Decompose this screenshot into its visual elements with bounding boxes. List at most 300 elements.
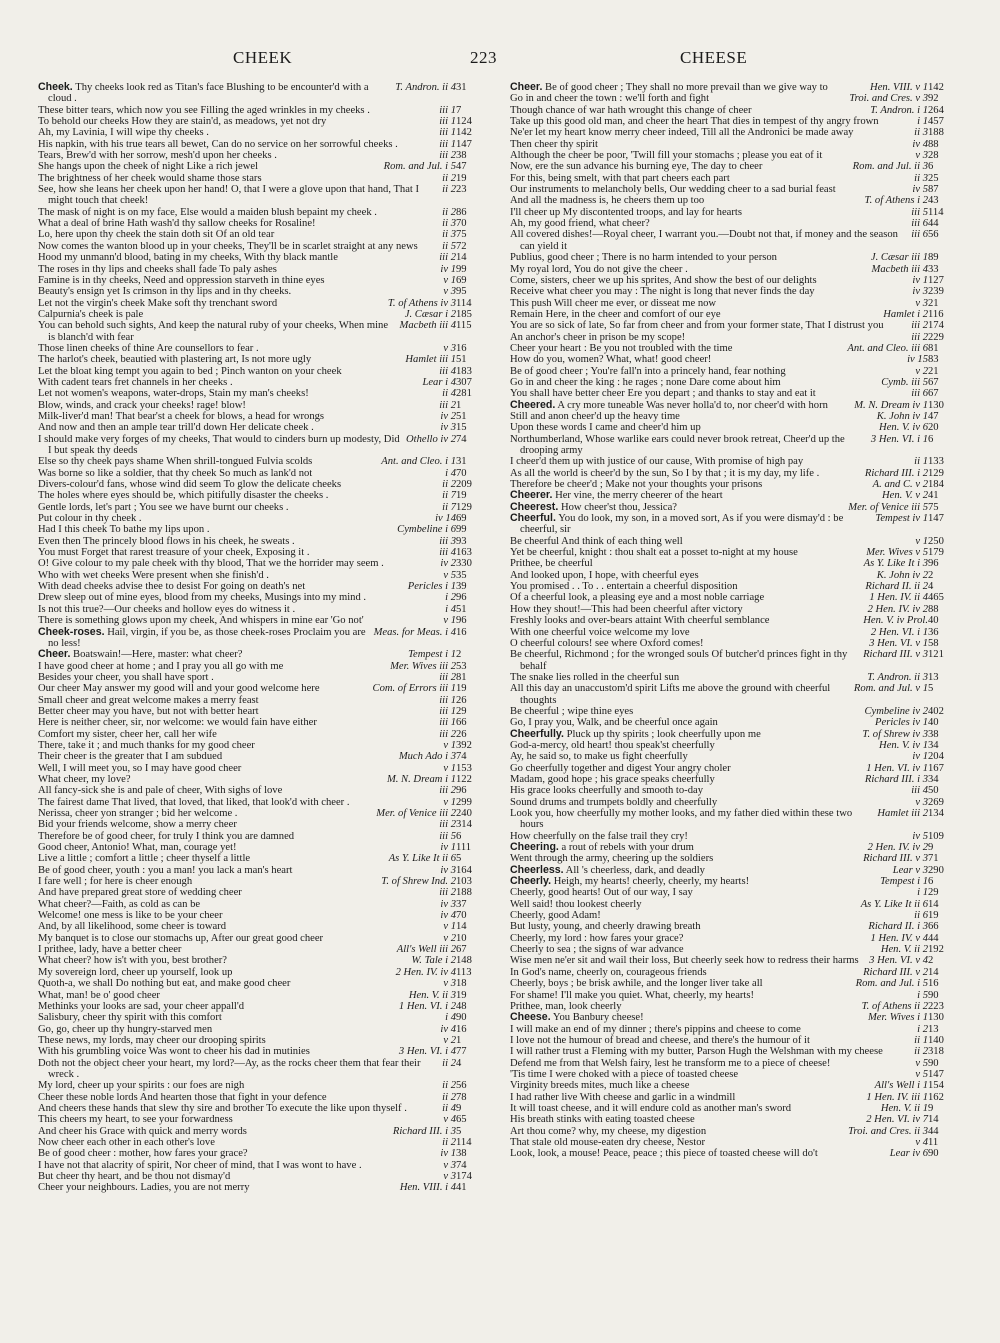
line-number: 74 [456, 751, 467, 763]
concordance-entry [38, 513, 496, 524]
concordance-entry [38, 377, 496, 388]
source-reference: ii 2 [442, 1080, 456, 1092]
source-reference: iii 2 [911, 320, 928, 332]
concordance-entry [38, 456, 496, 467]
concordance-entry [38, 150, 496, 161]
source-reference: All's Well iii 2 [396, 944, 456, 956]
quotation-text: These bitter tears, which now you see Filling the aged wrinkles in my cheeks . [38, 104, 370, 116]
source-reference: i 4 [445, 467, 456, 479]
quotation-text: How they shout!—This had been cheerful after victory [510, 603, 743, 615]
concordance-entry [510, 229, 968, 252]
concordance-entry [510, 1148, 968, 1159]
concordance-entry [510, 797, 968, 808]
source-reference: T. of Shrew iv 3 [862, 728, 928, 740]
quotation-text: You are so sick of late, So far from cheer and from your former state, That I distrust you [510, 320, 884, 332]
concordance-entry [38, 808, 496, 819]
quotation-text: What a deal of brine Hath wash'd thy sallow cheeks for Rosaline! [38, 218, 316, 230]
concordance-entry [510, 592, 968, 603]
concordance-entry [510, 876, 968, 887]
quotation-text: Besides your cheer, you shall have sport . [38, 671, 214, 683]
concordance-entry [510, 944, 968, 955]
source-reference: iii 2 [439, 252, 456, 264]
line-number: 2 [928, 569, 934, 581]
source-reference: T. of Athens iv 3 [387, 297, 456, 309]
quotation-text: My lord, cheer up your spirits : our foes are nigh [38, 1080, 245, 1092]
concordance-entry [38, 1058, 496, 1081]
line-number: 204 [928, 751, 944, 763]
quotation-text: The snake lies rolled in the cheerful sun [510, 671, 680, 683]
line-number: 6 [928, 433, 934, 445]
concordance-entry [38, 604, 496, 615]
line-number: 1 [456, 1034, 462, 1046]
source-reference: Hen. VIII. i 4 [399, 1182, 456, 1194]
source-reference: v 2 [443, 932, 456, 944]
quotation-text: Look you, how cheerfully my mother looks, and my father died within these two hours [510, 808, 853, 831]
concordance-entry [38, 1012, 496, 1023]
quotation-text: Heigh, my hearts! cheerly, cheerly, my hearts! [553, 876, 750, 888]
quotation-text: Though chance of war hath wrought this change of cheer [510, 104, 752, 116]
quotation-text: But lusty, young, and cheerly drawing breath [510, 921, 701, 933]
quotation-text: Beauty's ensign yet Is crimson in thy lips and in thy cheeks. [38, 286, 292, 298]
concordance-entry [510, 456, 968, 467]
quotation-text: She hangs upon the cheek of night Like a rich jewel [38, 161, 259, 173]
concordance-entry [510, 502, 968, 513]
concordance-entry [38, 536, 496, 547]
source-reference: ii 7 [442, 501, 456, 513]
source-reference: iii 1 [439, 104, 456, 116]
quotation-text: Salisbury, cheer thy spirit with this comfort [38, 1012, 222, 1024]
line-number: 111 [456, 842, 472, 854]
concordance-entry [38, 672, 496, 683]
source-reference: W. Tale i 2 [411, 955, 456, 967]
line-number: 114 [928, 206, 944, 218]
concordance-entry [510, 638, 968, 649]
line-number: 13 [928, 1023, 939, 1035]
quotation-text: Madam, good hope ; his grace speaks cheerfully [510, 773, 715, 785]
concordance-entry [510, 899, 968, 910]
concordance-entry [510, 910, 968, 921]
quotation-text: And looked upon, I hope, with cheerful eyes [510, 569, 699, 581]
concordance-entry [38, 944, 496, 955]
concordance-entry [38, 740, 496, 751]
line-number: 50 [928, 785, 939, 797]
line-number: 1 [456, 399, 462, 411]
source-reference: i 2 [917, 1023, 928, 1035]
source-reference: As Y. Like It ii 6 [388, 853, 456, 865]
line-number: 9 [456, 1102, 462, 1114]
line-number: 66 [456, 717, 467, 729]
quotation-text: His breath stinks with eating toasted cheese [510, 1114, 695, 1126]
source-reference: Lear iv 6 [889, 1148, 928, 1160]
line-number: 93 [456, 535, 467, 547]
quotation-text: Therefore be of good cheer, for truly I think you are damned [38, 830, 295, 842]
line-number: 90 [928, 1148, 939, 1160]
concordance-entry [510, 127, 968, 138]
line-number: 92 [928, 93, 939, 105]
source-reference: Richard III. i 3 [392, 1125, 456, 1137]
concordance-entry [38, 207, 496, 218]
quotation-text: Comfort my sister, cheer her, call her wife [38, 728, 217, 740]
quotation-text: Receive what cheer you may : The night is long that never finds the day [510, 286, 815, 298]
quotation-text: My sovereign lord, cheer up yourself, look up [38, 966, 233, 978]
line-number: 114 [456, 1136, 472, 1148]
source-reference: ii 4 [442, 388, 456, 400]
quotation-text: Be cheerful, Richmond ; for the wronged souls Of butcher'd princes fight in thy behalf [510, 649, 848, 672]
concordance-entry [510, 558, 968, 569]
source-reference: As Y. Like It i 3 [863, 558, 928, 570]
line-number: 90 [928, 1057, 939, 1069]
quotation-text: Nerissa, cheer yon stranger ; bid her welcome . [38, 808, 238, 819]
source-reference: ii 2 [442, 1057, 456, 1069]
concordance-entry [38, 797, 496, 808]
concordance-entry [38, 161, 496, 172]
quotation-text: Prithee, man, look cheerly [510, 1000, 622, 1012]
line-number: 20 [928, 422, 939, 434]
concordance-entry [38, 774, 496, 785]
line-number: 147 [928, 513, 944, 525]
concordance-entry [510, 1058, 968, 1069]
line-number: 44 [928, 1125, 939, 1137]
quotation-text: Northumberland, Whose warlike ears could never brook retreat, Cheer'd up the drooping army [510, 433, 845, 456]
source-reference: v 4 [915, 1136, 928, 1148]
quotation-text: Better cheer may you have, but not with better heart [38, 705, 259, 717]
concordance-entry [510, 377, 968, 388]
source-reference: Rom. and Jul. i 5 [383, 161, 456, 173]
concordance-entry [510, 547, 968, 558]
source-reference: 2 Hen. VI. i 1 [870, 626, 928, 638]
concordance-entry [510, 865, 968, 876]
source-reference: Mer. Wives iii 2 [390, 660, 456, 672]
line-number: 58 [928, 637, 939, 649]
line-number: 163 [456, 547, 472, 559]
quotation-text: Else so thy cheek pays shame When shrill-tongued Fulvia scolds [38, 456, 313, 468]
line-number: 96 [928, 558, 939, 570]
concordance-entry [510, 672, 968, 683]
source-reference: 2 Hen. IV. iv 2 [867, 842, 928, 854]
quotation-text: Calpurnia's cheek is pale [38, 308, 144, 320]
source-reference: iv 4 [912, 138, 928, 150]
quotation-text: Had I this cheek To bathe my lips upon . [38, 524, 210, 536]
source-reference: iii 2 [911, 331, 928, 343]
line-number: 33 [928, 263, 939, 275]
source-reference: Rom. and Jul. i 5 [855, 978, 928, 990]
headword: Cheered. [510, 398, 556, 411]
line-number: 16 [456, 1023, 467, 1035]
source-reference: Macbeth iii 4 [399, 320, 456, 332]
source-reference: iv 1 [440, 842, 456, 854]
line-number: 16 [456, 626, 467, 638]
source-reference: M. N. Dream i 1 [386, 773, 456, 785]
concordance-entry [510, 366, 968, 377]
concordance-entry [38, 1103, 496, 1114]
quotation-text: Small cheer and great welcome makes a merry feast [38, 694, 259, 706]
concordance-entry [38, 173, 496, 184]
concordance-entry [38, 343, 496, 354]
quotation-text: Pluck up thy spirits ; look cheerfully upon me [566, 728, 761, 740]
line-number: 140 [928, 1034, 944, 1046]
concordance-entry [38, 286, 496, 297]
line-number: 44 [928, 218, 939, 230]
quotation-text: Is not this true?—Our cheeks and hollow eyes do witness it . [38, 603, 296, 615]
concordance-entry [38, 819, 496, 830]
source-reference: iii 6 [911, 218, 928, 230]
line-number: 109 [928, 830, 944, 842]
line-number: 13 [928, 671, 939, 683]
quotation-text: Let not women's weapons, water-drops, Stain my man's cheeks! [38, 388, 309, 400]
source-reference: Meas. for Meas. i 4 [373, 626, 456, 638]
line-number: 2 [456, 649, 462, 661]
source-reference: v 3 [443, 1171, 456, 1182]
source-reference: iv 3 [440, 864, 456, 876]
line-number: 53 [456, 660, 467, 672]
source-reference: ii 1 [914, 456, 928, 468]
line-number: 99 [456, 524, 467, 536]
source-reference: iii 5 [439, 830, 456, 842]
concordance-entry [38, 218, 496, 229]
quotation-text: Who with wet cheeks Were present when she finish'd . [38, 569, 269, 581]
quotation-text: Boatswain!—Here, master: what cheer? [73, 649, 243, 661]
quotation-text: Sound drums and trumpets boldly and cheerfully [510, 796, 718, 808]
source-reference: v 4 [443, 1114, 456, 1126]
source-reference: 3 Hen. VI. v 1 [869, 637, 928, 649]
concordance-entry [38, 1114, 496, 1125]
quotation-text: With one cheerful voice welcome my love [510, 626, 690, 638]
concordance-entry [510, 513, 968, 536]
quotation-text: Go cheerfully together and digest Your angry choler [510, 762, 731, 774]
quotation-text: You shall have better cheer Ere you depart ; and thanks to stay and eat it [510, 388, 816, 400]
quotation-text: Her vine, the merry cheerer of the heart [555, 490, 723, 502]
concordance-entry [38, 921, 496, 932]
line-number: 392 [456, 739, 472, 751]
line-number: 147 [456, 138, 472, 150]
concordance-entry [38, 1171, 496, 1182]
line-number: 16 [928, 978, 939, 990]
headword: Cheer. [38, 648, 71, 661]
concordance-entry [38, 241, 496, 252]
concordance-entry [510, 1137, 968, 1148]
line-number: 71 [928, 853, 939, 865]
concordance-entry [38, 490, 496, 501]
concordance-entry [510, 536, 968, 547]
concordance-entry [38, 388, 496, 399]
source-reference: v 5 [915, 1068, 928, 1080]
concordance-entry [38, 876, 496, 887]
source-reference: 2 Hen. VI. iv 7 [866, 1114, 928, 1126]
line-number: 75 [456, 229, 467, 241]
source-reference: ii 3 [914, 127, 928, 139]
concordance-entry [510, 842, 968, 853]
concordance-entry [38, 422, 496, 433]
source-reference: Pericles iv 1 [875, 717, 928, 729]
headword: Cheerer. [510, 489, 553, 502]
text-columns [38, 82, 968, 1194]
line-number: 121 [928, 649, 944, 661]
quotation-text: Blow, winds, and crack your cheeks! rage! blow! [38, 399, 246, 411]
source-reference: 3 Hen. VI. v 4 [869, 955, 928, 967]
source-reference: Cymbeline iv 2 [864, 705, 928, 717]
line-number: 2 [928, 955, 934, 967]
source-reference: iv 3 [440, 422, 456, 434]
concordance-entry [38, 615, 496, 626]
line-number: 70 [456, 910, 467, 922]
line-number: 28 [928, 150, 939, 162]
quotation-text: Remain Here, in the cheer and comfort of our eye [510, 308, 721, 320]
line-number: 269 [928, 796, 944, 808]
line-number: 96 [456, 615, 467, 627]
concordance-entry [510, 195, 968, 206]
line-number: 88 [928, 603, 939, 615]
source-reference: iii 3 [439, 535, 456, 547]
concordance-entry [510, 853, 968, 864]
concordance-entry [38, 229, 496, 240]
quotation-text: Go, I pray you, Walk, and be cheerful once again [510, 717, 718, 729]
quotation-text: To behold our cheeks How they are stain'd, as meadows, yet not dry [38, 116, 327, 128]
line-number: 239 [928, 286, 944, 298]
quotation-text: There, take it ; and much thanks for my good cheer [38, 739, 255, 751]
source-reference: iv 1 [440, 263, 456, 275]
concordance-entry [510, 82, 968, 93]
source-reference: v 1 [443, 762, 456, 774]
line-number: 67 [928, 388, 939, 400]
concordance-entry [38, 400, 496, 411]
concordance-entry [38, 842, 496, 853]
line-number: 127 [928, 274, 944, 286]
source-reference: iv 3 [440, 898, 456, 910]
line-number: 26 [456, 728, 467, 740]
line-number: 39 [456, 581, 467, 593]
quotation-text: The mask of night is on my face, Else would a maiden blush bepaint my cheek . [38, 206, 377, 218]
quotation-text: Well, I will meet you, so I may have good cheer [38, 762, 242, 774]
source-reference: i 1 [917, 116, 928, 128]
line-number: 74 [456, 1159, 467, 1171]
line-number: 314 [456, 819, 472, 831]
line-number: 4 [456, 1057, 462, 1069]
source-reference: 3 Hen. VI. i 4 [398, 1046, 456, 1058]
line-number: 51 [456, 603, 467, 615]
line-number: 153 [456, 762, 472, 774]
line-number: 19 [928, 910, 939, 922]
page-header [38, 48, 968, 78]
quotation-text: I prithee, lady, have a better cheer [38, 944, 182, 956]
quotation-text: Come, sisters, cheer we up his sprites, And show the best of our delights [510, 274, 817, 286]
line-number: 25 [928, 172, 939, 184]
concordance-entry [38, 558, 496, 569]
quotation-text: All 's cheerless, dark, and deadly [565, 864, 705, 876]
concordance-entry [38, 1160, 496, 1171]
line-number: 6 [456, 830, 462, 842]
quotation-text: I love not the humour of bread and cheese, and there's the humour of it [510, 1034, 810, 1046]
concordance-entry [510, 1080, 968, 1091]
headword: Cheer. [510, 82, 543, 93]
concordance-entry [38, 309, 496, 320]
quotation-text: I cheer'd them up with justice of our cause, With promise of high pay [510, 456, 804, 468]
line-number: 174 [928, 320, 944, 332]
quotation-text: Our instruments to melancholy bells, Our wedding cheer to a sad burial feast [510, 184, 836, 196]
source-reference: ii 2 [442, 1091, 456, 1103]
line-number: 129 [456, 501, 472, 513]
source-reference: Richard II. ii 2 [865, 581, 928, 593]
line-number: 81 [456, 671, 467, 683]
line-number: 5 [928, 683, 934, 695]
source-reference: i 5 [917, 989, 928, 1001]
concordance-entry [38, 887, 496, 898]
line-number: 77 [456, 1046, 467, 1058]
line-number: 240 [456, 808, 472, 819]
source-reference: iii 1 [439, 705, 456, 717]
quotation-text: Live a little ; comfort a little ; cheer thyself a little [38, 853, 251, 865]
line-number: 116 [928, 308, 944, 320]
quotation-text: How do you, women? What, what! good cheer! [510, 354, 712, 366]
quotation-text: Gentle lords, let's part ; You see we have burnt our cheeks . [38, 501, 289, 513]
line-number: 223 [928, 1000, 944, 1012]
concordance-entry [510, 649, 968, 672]
page-number: 223 [470, 48, 497, 67]
line-number: 402 [928, 705, 944, 717]
headword: Cheerly. [510, 875, 552, 888]
concordance-entry [38, 990, 496, 1001]
line-number: 43 [928, 195, 939, 207]
headword: Cheese. [510, 1011, 551, 1024]
line-number: 83 [928, 354, 939, 366]
concordance-entry [38, 1001, 496, 1012]
headword: Cheek. [38, 82, 73, 93]
source-reference: iv 2 [440, 558, 456, 570]
quotation-text: Even then The princely blood flows in his cheek, he sweats . [38, 535, 295, 547]
left-running-head: CHEEK [233, 48, 293, 67]
concordance-entry [510, 627, 968, 638]
quotation-text: Now cheer each other in each other's love [38, 1136, 215, 1148]
quotation-text: Thy cheeks look red as Titan's face Blushing to be encounter'd with a cloud . [48, 82, 369, 105]
quotation-text: But cheer thy heart, and be thou not dismay'd [38, 1171, 231, 1182]
quotation-text: Ne'er let my heart know merry cheer indeed, Till all the Andronici be made away [510, 127, 854, 139]
quotation-text: O cheerful colours! see where Oxford comes! [510, 637, 704, 649]
concordance-entry [510, 298, 968, 309]
concordance-entry [510, 1035, 968, 1046]
source-reference: iii 2 [439, 150, 456, 162]
line-number: 124 [456, 116, 472, 128]
quotation-text: It will toast cheese, and it will endure cold as another man's sword [510, 1102, 792, 1114]
line-number: 21 [928, 297, 939, 309]
source-reference: ii 2 [442, 184, 456, 196]
concordance-entry [38, 1148, 496, 1159]
quotation-text: Cheer these noble lords And hearten those that fight in your defence [38, 1091, 327, 1103]
concordance-entry [510, 252, 968, 263]
quotation-text: Cheerly to sea ; the signs of war advance [510, 944, 684, 956]
source-reference: i 4 [445, 1012, 456, 1024]
concordance-entry [38, 785, 496, 796]
source-reference: Mer. of Venice iii 5 [848, 501, 928, 513]
quotation-text: My royal lord, You do not give the cheer . [510, 263, 688, 275]
source-reference: i 4 [445, 603, 456, 615]
source-reference: 1 Hen. IV. v 4 [870, 932, 928, 944]
quotation-text: Prithee, be cheerful [510, 558, 593, 570]
line-number: 90 [456, 1012, 467, 1024]
line-number: 38 [456, 150, 467, 162]
line-number: 99 [456, 263, 467, 275]
concordance-entry [38, 1035, 496, 1046]
line-number: 122 [456, 773, 472, 785]
concordance-entry [38, 706, 496, 717]
quotation-text: You promised . . To . . entertain a cheerful disposition [510, 581, 738, 593]
quotation-text: Look, look, a mouse! Peace, peace ; this piece of toasted cheese will do't [510, 1148, 818, 1160]
line-number: 154 [928, 1080, 944, 1092]
quotation-text: Be cheerful And think of each thing well [510, 535, 683, 547]
line-number: 250 [928, 535, 944, 547]
concordance-entry [510, 468, 968, 479]
quotation-text: What cheer, my love? [38, 773, 131, 785]
quotation-text: Be cheerful ; wipe thine eyes [510, 705, 634, 717]
concordance-entry [38, 933, 496, 944]
